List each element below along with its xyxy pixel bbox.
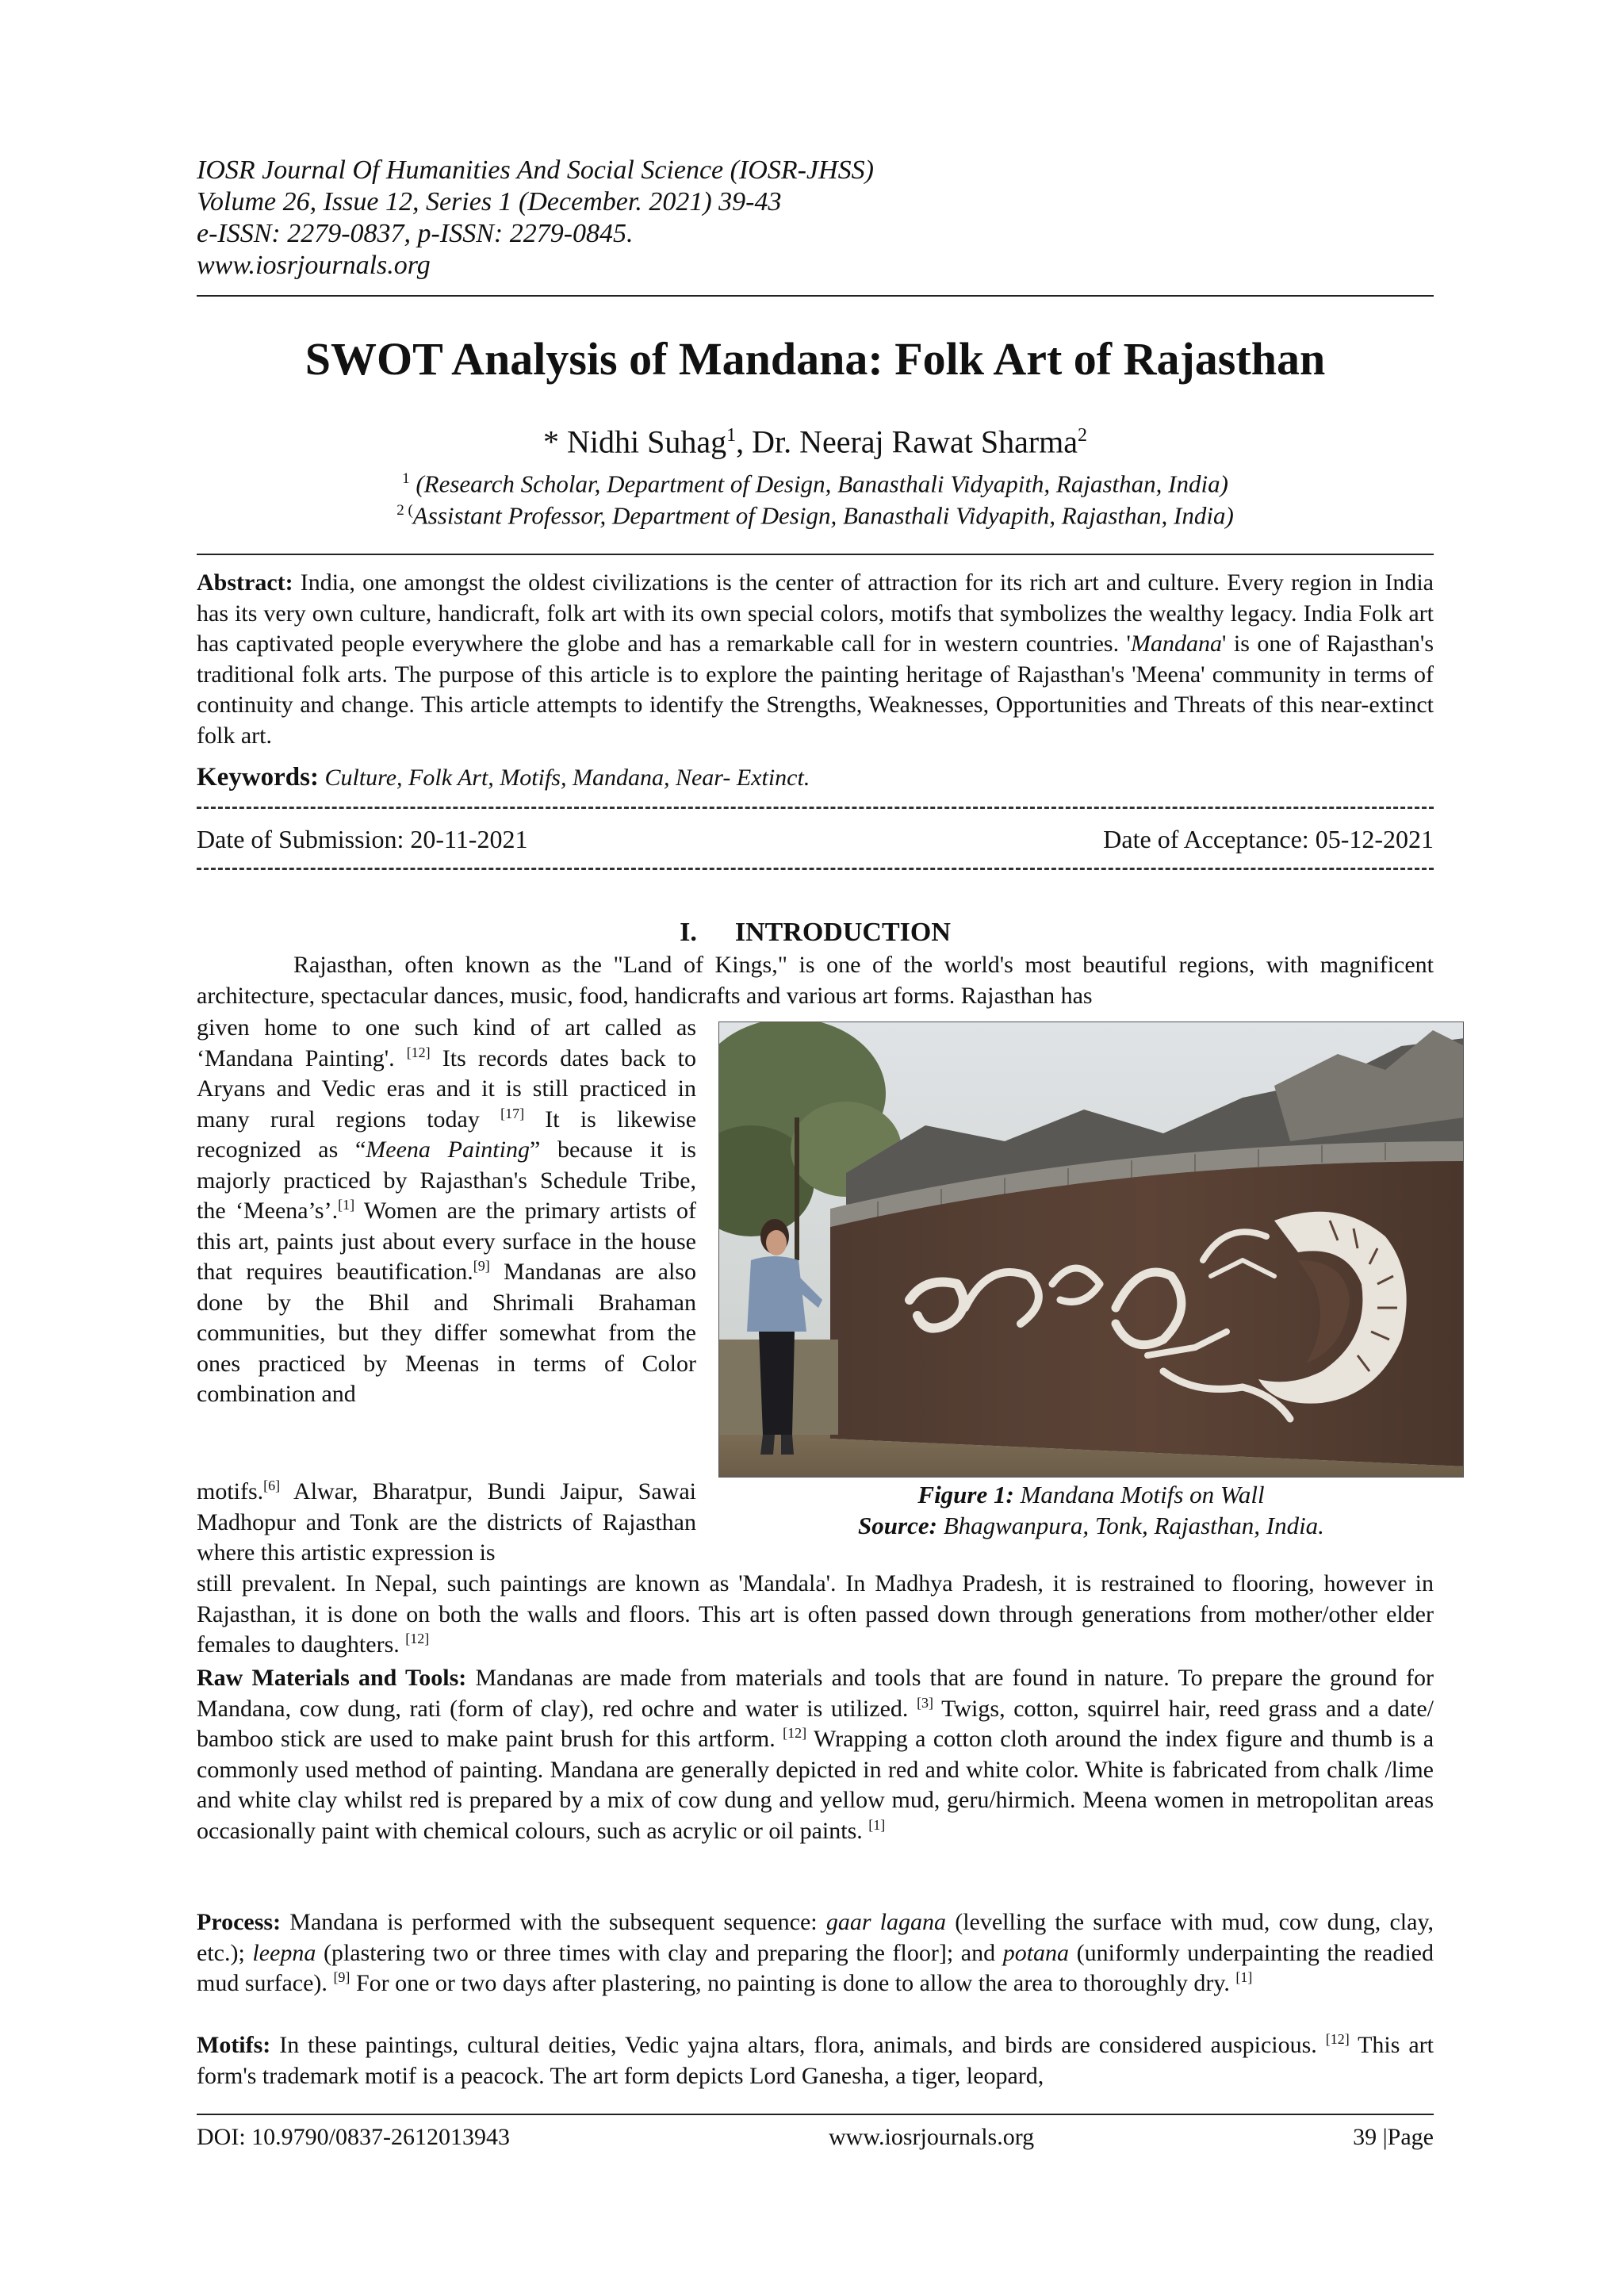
process-label: Process:: [197, 1909, 282, 1935]
citation: [1]: [868, 1816, 886, 1833]
raw-materials-text: Wrapping a cotton cloth around the index figure and thumb is a commonly used method of painting. Mandana are generally depicted in red and white color. White is fabricated from chalk /lime and white clay whilst red is prepared by a mix of cow dung and yellow mud, geru/hirmich. Meena women in metropolitan areas occasionally paint with chemical colours, such as acrylic or oil paints.: [197, 1726, 1434, 1844]
citation: [12]: [405, 1631, 430, 1646]
citation: [9]: [333, 1969, 350, 1985]
citation: [6]: [263, 1478, 281, 1493]
affiliation-2: [197, 496, 1434, 531]
footer-website: www.iosrjournals.org: [829, 2124, 1035, 2150]
citation: [12]: [406, 1044, 431, 1060]
intro-paragraph-2: [197, 1569, 1434, 1661]
intro-text-a: given home to one such kind of art called as ‘Mandana Painting'.: [197, 1014, 696, 1071]
process-paragraph: [197, 1907, 1434, 1999]
raw-materials-label: Raw Materials and Tools:: [197, 1665, 467, 1691]
intro-wrapped-text: [197, 1013, 696, 1410]
abstract-text: India, one amongst the oldest civilizations is the center of attraction for its rich art and culture. Every region in India has its very own culture, handicraft, folk art with its own special colors, motifs that symbolizes the wealthy legacy. India Folk art has captivated people everywhere the globe and has a remarkable call for in western countries. ': [197, 569, 1434, 657]
citation: [9]: [473, 1258, 490, 1274]
intro-text-e: Women are the primary artists of this art, paints just about every surface in the house that requires beautification.: [197, 1198, 696, 1285]
motifs-text: In these paintings, cultural deities, Vedic yajna altars, flora, animals, and birds are considered auspicious.: [270, 2032, 1326, 2058]
intro-text-b: Its records dates back to Aryans and Vedic eras and it is still practiced in many rural regions today: [197, 1045, 696, 1133]
raw-materials-text: Mandanas are made from materials and tools that are found in nature. To prepare the ground for Mandana, cow dung, rati (form of clay), red ochre and water is utilized.: [197, 1665, 1434, 1722]
intro-paragraph-1: Rajasthan, often known as the "Land of Kings," is one of the world's most beautiful regions, with magnificent architecture, spectacular dances, music, food, handicrafts and various art forms. Rajasthan has: [197, 952, 1434, 1009]
submission-date: Date of Submission: 20-11-2021: [197, 825, 528, 853]
process-text: (levelling the surface with mud, cow dung, clay, etc.);: [197, 1909, 1434, 1966]
abstract-label: Abstract:: [197, 569, 293, 596]
motifs-paragraph: [197, 2030, 1434, 2091]
keywords-label: Keywords:: [197, 763, 319, 792]
intro-text-c: It is likewise recognized as “: [197, 1106, 697, 1163]
footer-doi: DOI: 10.9790/0837-2612013943: [197, 2124, 510, 2150]
process-text: For one or two days after plastering, no painting is done to allow the area to thoroughly dry.: [350, 1970, 1236, 1996]
author-2-affil-mark: 2: [1078, 425, 1088, 446]
figure-label: Figure 1:: [917, 1481, 1014, 1508]
raw-materials-text: Twigs, cotton, squirrel hair, reed grass and a date/ bamboo stick are used to make paint brush for this artform.: [197, 1695, 1434, 1752]
figure-1-caption: [718, 1479, 1464, 1541]
process-term: gaar lagana: [825, 1909, 947, 1935]
figure-source-text: Bhagwanpura, Tonk, Rajasthan, India.: [936, 1512, 1324, 1539]
affiliation-1-text: (Research Scholar, Department of Design, Banasthali Vidyapith, Rajasthan, India): [409, 470, 1228, 498]
affiliation-1: [197, 464, 1434, 499]
author-1: * Nidhi Suhag: [542, 424, 727, 460]
header-rule: [197, 295, 1434, 297]
author-1-affil-mark: 1: [726, 425, 737, 446]
citation: [1]: [1235, 1969, 1253, 1985]
motifs-text: This art form's trademark motif is a peacock. The art form depicts Lord Ganesha, a tiger, leopard,: [197, 2032, 1434, 2089]
intro-text-d: ” because it is majorly practiced by Rajasthan's Schedule Tribe, the ‘Meena’s’.: [197, 1137, 696, 1224]
footer-page-number: 39 |Page: [1353, 2124, 1434, 2150]
intro-term: Meena Painting: [366, 1137, 530, 1163]
dates-row: [197, 823, 1434, 855]
citation: [12]: [1325, 2031, 1350, 2047]
section-heading: [197, 916, 1434, 949]
section-title: INTRODUCTION: [734, 918, 951, 947]
paper-title: SWOT Analysis of Mandana: Folk Art of Rajasthan: [304, 333, 1326, 385]
intro-text-i: still prevalent. In Nepal, such paintings are known as 'Mandala'. In Madhya Pradesh, it is restrained to flooring, however in Rajasthan, it is done on both the walls and floors. This art is often passed down through generations from mother/other elder females to daughters.: [197, 1570, 1434, 1658]
acceptance-date: Date of Acceptance: 05-12-2021: [1103, 825, 1434, 853]
figure-caption-line: [718, 1479, 1464, 1510]
section-number: I.: [680, 918, 697, 947]
journal-name: IOSR Journal Of Humanities And Social Science (IOSR-JHSS): [197, 155, 874, 185]
journal-website: www.iosrjournals.org: [197, 251, 431, 280]
abstract-term: Mandana: [1130, 631, 1222, 657]
affiliation-2-mark: 2 (: [396, 502, 413, 519]
figure-source-line: [718, 1510, 1464, 1541]
citation: [17]: [500, 1105, 525, 1121]
citation: [3]: [917, 1694, 934, 1711]
dashed-separator-bottom: [197, 868, 1434, 870]
journal-volume: Volume 26, Issue 12, Series 1 (December. 2021) 39-43: [197, 187, 782, 217]
citation: [1]: [338, 1197, 355, 1213]
citation: [12]: [783, 1725, 807, 1741]
figure-source-label: Source:: [858, 1512, 937, 1539]
keywords: [197, 761, 1434, 794]
keywords-list: Culture, Folk Art, Motifs, Mandana, Near- Extinct.: [318, 765, 810, 791]
mandana-wall-illustration: [719, 1022, 1464, 1478]
author-2: , Dr. Neeraj Rawat Sharma: [736, 424, 1078, 460]
authors: [197, 416, 1434, 461]
journal-issn: e-ISSN: 2279-0837, p-ISSN: 2279-0845.: [197, 219, 634, 248]
raw-materials-paragraph: [197, 1663, 1434, 1846]
page-footer: [197, 2122, 1434, 2152]
abstract-text-cont: ' is one of Rajasthan's traditional folk arts. The purpose of this article is to explore the painting heritage of Rajasthan's 'Meena' community in terms of continuity and change. This article attempts to identify the Strengths, Weaknesses, Opportunities and Threats of this near-extinct folk art.: [197, 631, 1434, 749]
dashed-separator-top: [197, 807, 1434, 809]
journal-header: [197, 155, 1434, 282]
process-text: (plastering two or three times with clay and preparing the floor]; and: [316, 1939, 1003, 1966]
motifs-label: Motifs:: [197, 2032, 271, 2058]
intro-text-g: motifs.: [197, 1478, 264, 1504]
affiliation-1-mark: 1: [402, 470, 410, 487]
process-text: (uniformly underpainting the readied mud surface).: [197, 1939, 1434, 1996]
process-term: leepna: [252, 1939, 316, 1966]
figure-1-photo: [718, 1022, 1464, 1478]
footer-rule: [197, 2114, 1434, 2115]
affiliation-2-text: Assistant Professor, Department of Design, Banasthali Vidyapith, Rajasthan, India): [412, 501, 1234, 530]
abstract-rule: [197, 554, 1434, 555]
figure-title: Mandana Motifs on Wall: [1013, 1481, 1265, 1508]
process-text: Mandana is performed with the subsequent sequence:: [281, 1909, 826, 1935]
process-term: potana: [1002, 1939, 1070, 1966]
intro-text-h: Alwar, Bharatpur, Bundi Jaipur, Sawai Madhopur and Tonk are the districts of Rajasthan where this artistic expression is: [197, 1478, 696, 1566]
intro-text-f: Mandanas are also done by the Bhil and Shrimali Brahaman communities, but they differ somewhat from the ones practiced by Meenas in terms of Color combination and: [197, 1259, 696, 1407]
intro-wrapped-text-2: [197, 1477, 696, 1569]
abstract: [197, 568, 1434, 751]
